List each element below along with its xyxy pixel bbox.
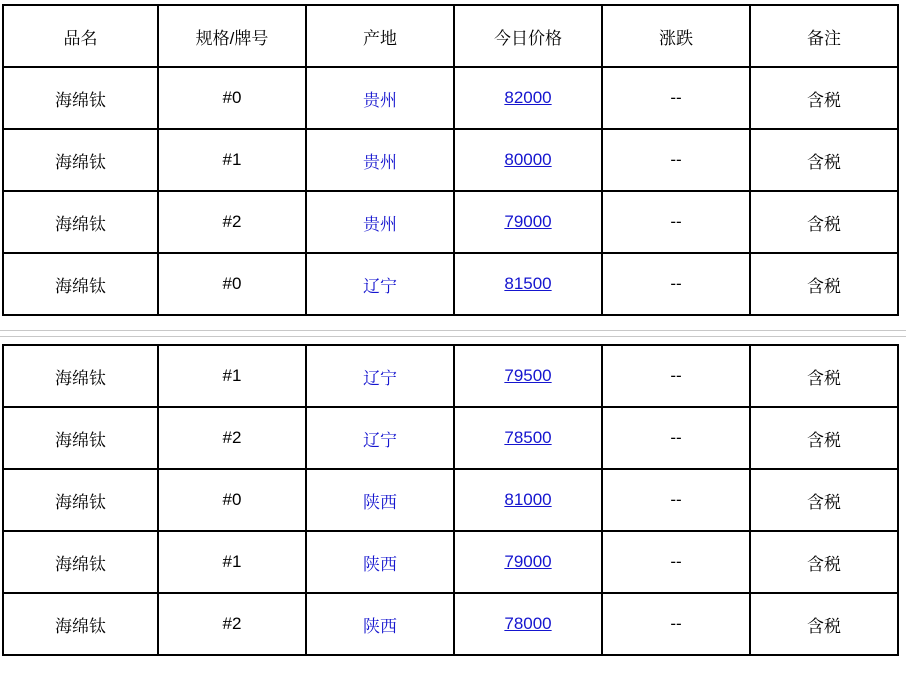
cell-spec: #0 [158,253,306,315]
cell-change: -- [602,345,750,407]
table-row [3,345,898,407]
table-row [3,67,898,129]
cell-change: -- [602,253,750,315]
column-header-change: 涨跌 [602,5,750,67]
cell-spec: #2 [158,593,306,655]
cell-price[interactable]: 79000 [454,531,602,593]
cell-note: 含税 [750,593,898,655]
column-header-spec: 规格/牌号 [158,5,306,67]
cell-spec: #1 [158,129,306,191]
table-row [3,129,898,191]
column-header-origin: 产地 [306,5,454,67]
cell-name: 海绵钛 [3,531,158,593]
cell-change: -- [602,191,750,253]
column-header-price: 今日价格 [454,5,602,67]
cell-origin[interactable]: 贵州 [306,129,454,191]
cell-change: -- [602,593,750,655]
table-row [3,593,898,655]
cell-name: 海绵钛 [3,407,158,469]
cell-name: 海绵钛 [3,129,158,191]
price-table-bottom [2,344,899,656]
cell-note: 含税 [750,345,898,407]
table-row [3,191,898,253]
cell-price[interactable]: 79500 [454,345,602,407]
cell-spec: #0 [158,67,306,129]
cell-origin[interactable]: 陕西 [306,469,454,531]
cell-change: -- [602,531,750,593]
cell-name: 海绵钛 [3,593,158,655]
cell-origin[interactable]: 辽宁 [306,407,454,469]
cell-note: 含税 [750,531,898,593]
cell-name: 海绵钛 [3,469,158,531]
cell-name: 海绵钛 [3,191,158,253]
cell-price[interactable]: 79000 [454,191,602,253]
cell-note: 含税 [750,129,898,191]
cell-spec: #0 [158,469,306,531]
cell-note: 含税 [750,469,898,531]
cell-origin[interactable]: 辽宁 [306,253,454,315]
table-header-row [3,5,898,67]
cell-price[interactable]: 82000 [454,67,602,129]
cell-spec: #1 [158,345,306,407]
cell-origin[interactable]: 贵州 [306,67,454,129]
cell-change: -- [602,469,750,531]
cell-name: 海绵钛 [3,253,158,315]
price-table-bottom-section [2,344,897,656]
table-row [3,531,898,593]
column-header-name: 品名 [3,5,158,67]
table-row [3,253,898,315]
cell-origin[interactable]: 陕西 [306,531,454,593]
cell-origin[interactable]: 陕西 [306,593,454,655]
cell-price[interactable]: 80000 [454,129,602,191]
price-table-top-section [2,4,897,316]
cell-note: 含税 [750,67,898,129]
price-table-top [2,4,899,316]
cell-change: -- [602,407,750,469]
cell-origin[interactable]: 贵州 [306,191,454,253]
cell-note: 含税 [750,191,898,253]
cell-spec: #2 [158,407,306,469]
cell-change: -- [602,129,750,191]
page-break-line-bottom [0,336,906,337]
cell-price[interactable]: 78000 [454,593,602,655]
table-row [3,407,898,469]
cell-origin[interactable]: 辽宁 [306,345,454,407]
cell-note: 含税 [750,253,898,315]
column-header-note: 备注 [750,5,898,67]
cell-note: 含税 [750,407,898,469]
cell-spec: #2 [158,191,306,253]
cell-name: 海绵钛 [3,345,158,407]
cell-price[interactable]: 78500 [454,407,602,469]
cell-price[interactable]: 81000 [454,469,602,531]
cell-change: -- [602,67,750,129]
cell-spec: #1 [158,531,306,593]
cell-price[interactable]: 81500 [454,253,602,315]
table-row [3,469,898,531]
cell-name: 海绵钛 [3,67,158,129]
